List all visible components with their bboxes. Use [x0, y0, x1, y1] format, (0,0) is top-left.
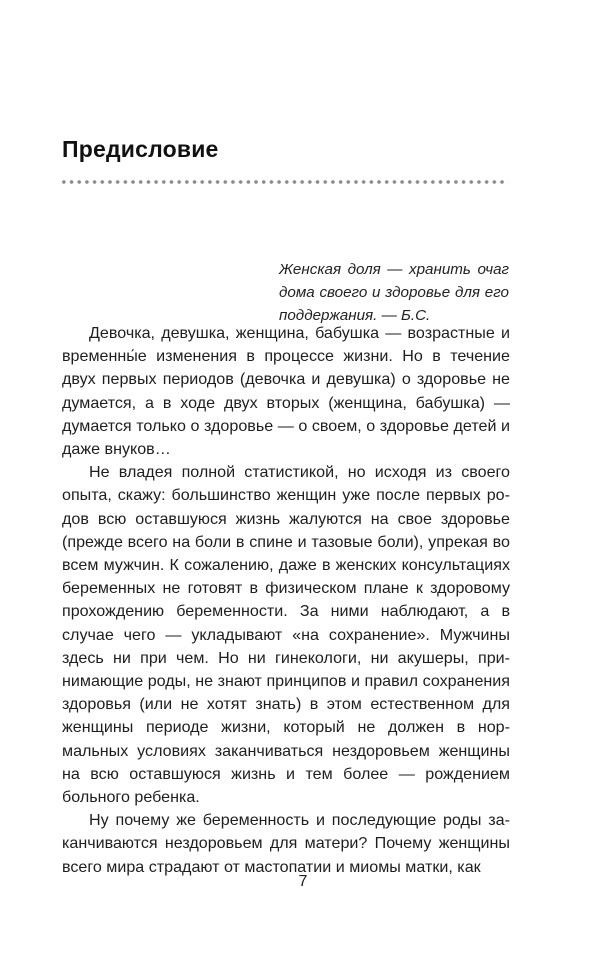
paragraph: Девочка, девушка, женщина, бабушка — возрастные и временны́е изменения в процессе жизни. Но в течение двух первых периодов (девочка и девушка) о здоровье не думается, а в ходе двух вторых (женщина, бабушка) — думается только о здоровье — о своем, о здоровье детей и даже внуков…: [62, 324, 510, 459]
body-text: [62, 322, 510, 879]
epigraph: Женская доля — хранить очаг дома своего и здоровье для его поддержания. — Б.С.: [279, 261, 509, 324]
chapter-title: Предисловие: [62, 136, 219, 162]
paragraph: Не владея полной статистикой, но исходя из своего опыта, скажу: большинство женщин уже после первых родов всю оставшуюся жизнь жалуются на свое здоровье (прежде всего на боли в спине и тазовые боли), упрекая во всем мужчин. К сожалению, даже в женских консультациях беременных не готовят в физическом плане к здоровому прохождению беременности. За ними наблюдают, а в случае чего — укладывают «на сохранение». Мужчины здесь ни при чем. Но ни гинекологи, ни акушеры, принимающие роды, не знают принципов и правил сохранения здоровья (или не хотят знать) в этом естественном для женщины периоде жизни, который не должен в нормальных условиях заканчиваться нездоровьем женщины на всю оставшуюся жизнь и тем более — рождением больного ребенка.: [62, 463, 510, 807]
page-number: 7: [298, 873, 308, 890]
paragraph: Ну почему же беременность и последующие роды заканчиваются нездоровьем для матери? Почему женщины всего мира страдают от мастопатии и миомы матки, как: [62, 811, 510, 876]
dotted-divider: [60, 179, 508, 185]
